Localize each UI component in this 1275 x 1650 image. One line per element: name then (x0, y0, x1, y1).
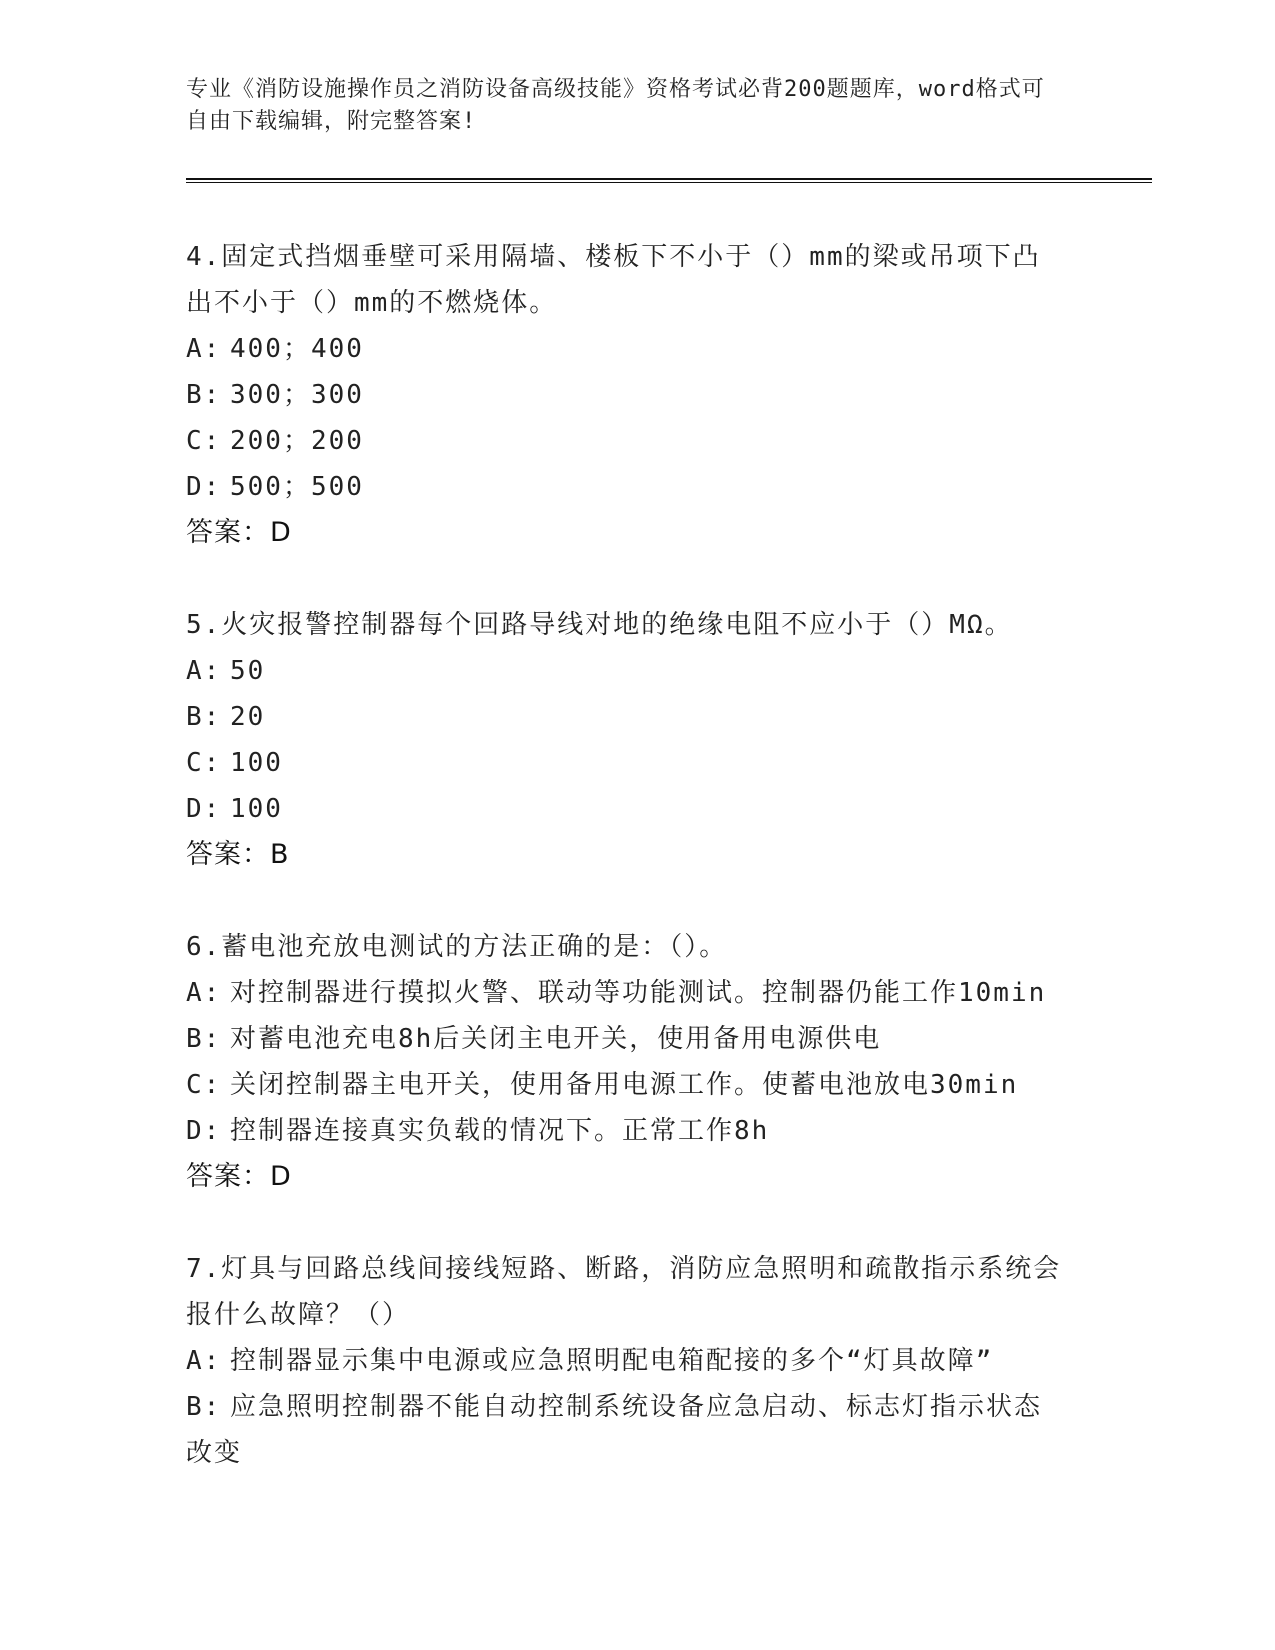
option-a: A: 50 (186, 656, 266, 686)
question-list (186, 234, 1066, 1522)
divider-line-thin (186, 182, 1152, 183)
question-stem: 6.蓄电池充放电测试的方法正确的是：（）。 (186, 932, 728, 962)
question-4 (186, 234, 1066, 556)
option-b: B: 对蓄电池充电8h后关闭主电开关，使用备用电源供电 (186, 1024, 882, 1054)
option-c: C: 关闭控制器主电开关，使用备用电源工作。使蓄电池放电30min (186, 1070, 1019, 1100)
intro-text: 专业《消防设施操作员之消防设备高级技能》资格考试必背200题题库，word格式可自由下载编辑，附完整答案! (186, 77, 1045, 134)
document-intro (186, 74, 1066, 138)
question-7 (186, 1246, 1066, 1476)
answer-text: 答案：D (186, 1161, 292, 1192)
question-5 (186, 602, 1066, 878)
answer-text: 答案：D (186, 517, 292, 548)
option-a: A: 400；400 (186, 334, 364, 364)
question-6 (186, 924, 1066, 1200)
divider-line (186, 178, 1152, 180)
option-b: B: 应急照明控制器不能自动控制系统设备应急启动、标志灯指示状态改变 (186, 1392, 1043, 1468)
option-a: A: 对控制器进行摸拟火警、联动等功能测试。控制器仍能工作10min (186, 978, 1047, 1008)
option-b: B: 300；300 (186, 380, 364, 410)
question-stem: 4.固定式挡烟垂壁可采用隔墙、楼板下不小于（）mm的梁或吊项下凸出不小于（）mm的不燃烧体。 (186, 242, 1041, 318)
option-c: C: 100 (186, 748, 283, 778)
option-d: D: 控制器连接真实负载的情况下。正常工作8h (186, 1116, 770, 1146)
option-d: D: 100 (186, 794, 283, 824)
option-d: D: 500；500 (186, 472, 364, 502)
question-stem: 5.火灾报警控制器每个回路导线对地的绝缘电阻不应小于（）MΩ。 (186, 610, 1013, 640)
option-c: C: 200；200 (186, 426, 364, 456)
question-stem: 7.灯具与回路总线间接线短路、断路，消防应急照明和疏散指示系统会报什么故障？（） (186, 1254, 1062, 1330)
option-b: B: 20 (186, 702, 266, 732)
answer-text: 答案：B (186, 839, 290, 870)
option-a: A: 控制器显示集中电源或应急照明配电箱配接的多个“灯具故障” (186, 1346, 994, 1376)
